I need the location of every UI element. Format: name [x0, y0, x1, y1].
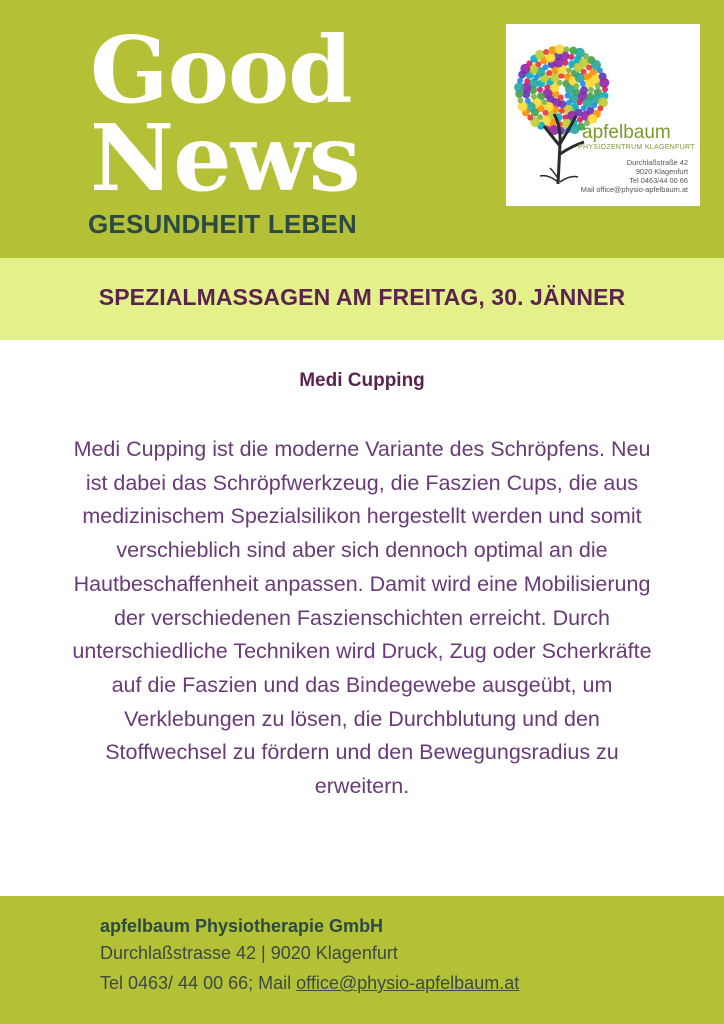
- logo-name: apfelbaum: [582, 122, 671, 143]
- logo-box: [506, 24, 700, 206]
- footer-tel: Tel 0463/ 44 00 66; Mail: [100, 973, 297, 993]
- logo-city: 9020 Klagenfurt: [635, 167, 688, 176]
- logo-mail: Mail office@physio-apfelbaum.at: [580, 185, 688, 194]
- title-good: Good: [90, 16, 352, 124]
- article-body: Medi Cupping ist die moderne Variante des Schröpfens. Neu ist dabei das Schröpfwerkzeug, die Faszien Cups, die aus medizinischem Spezialsilikon hergestellt werden und somit verschieblich sind aber sich dennoch optimal an die Hautbeschaffenheit anpassen. Damit wird eine Mobilisierung der verschiedenen Faszienschichten erreicht. Durch unterschiedliche Techniken wird Druck, Zug oder Scherkräfte auf die Faszien und das Bindegewebe ausgeübt, um Verklebungen zu lösen, die Durchblutung und den Stoffwechsel zu fördern und den Bewegungsradius zu erweitern.: [72, 437, 652, 799]
- header: [0, 0, 724, 258]
- footer-contact: [100, 973, 519, 994]
- subtitle: GESUNDHEIT LEBEN: [88, 209, 358, 239]
- footer-address: Durchlaßstrasse 42 | 9020 Klagenfurt: [100, 943, 398, 963]
- logo-address: [581, 158, 688, 194]
- banner-text: SPEZIALMASSAGEN AM FREITAG, 30. JÄNNER: [98, 284, 626, 310]
- footer: [0, 896, 724, 1024]
- title-news: News: [90, 104, 360, 212]
- logo-tagline: PHYSIOZENTRUM KLAGENFURT: [578, 144, 695, 151]
- date-banner: [0, 258, 724, 340]
- logo-street: Durchlaßstraße 42: [626, 158, 688, 167]
- article-title: Medi Cupping: [299, 370, 425, 391]
- logo-phone: Tel 0463/44 00 66: [629, 176, 688, 185]
- footer-email-link[interactable]: office@physio-apfelbaum.at: [296, 973, 520, 993]
- footer-company: apfelbaum Physiotherapie GmbH: [100, 916, 384, 936]
